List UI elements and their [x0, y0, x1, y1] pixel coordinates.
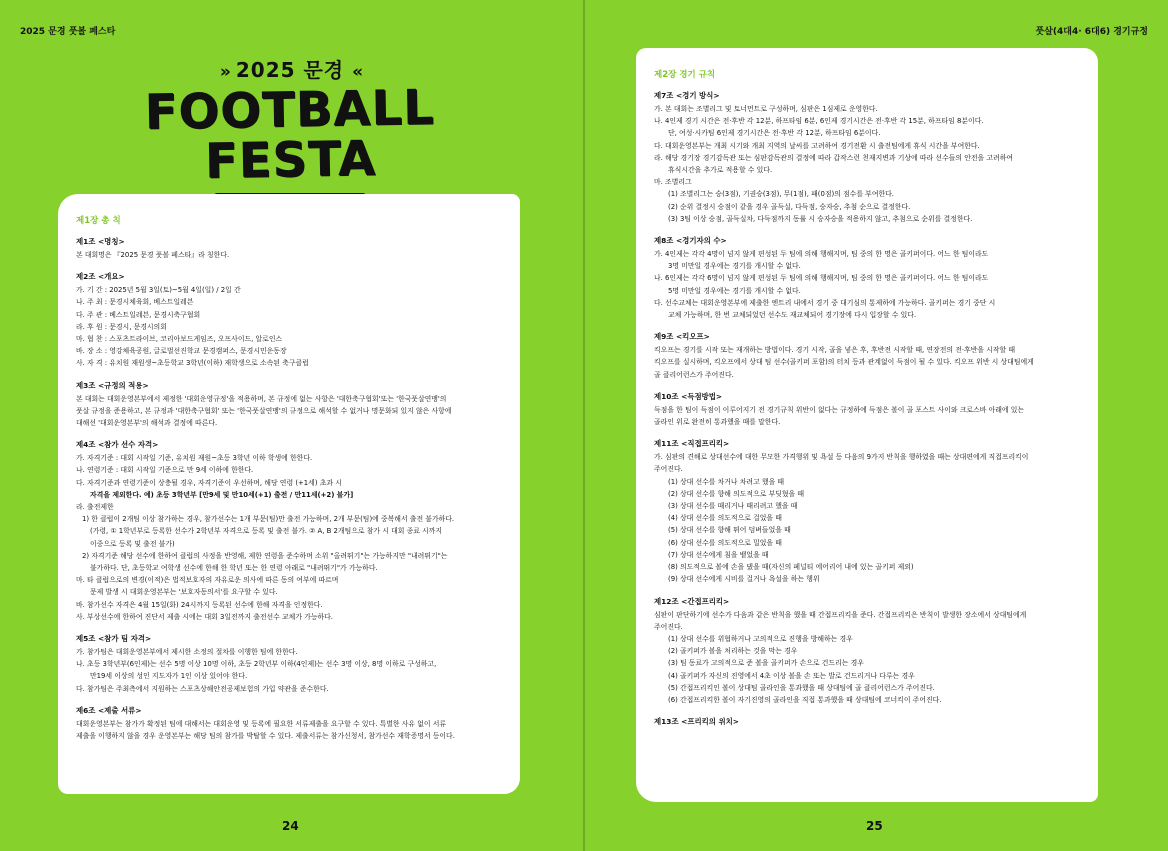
article-line: 바. 참가선수 자격은 4월 15일(화) 24시까지 등록된 선수에 한해 자격을 인정한다. — [76, 600, 323, 609]
article-line: (3) 팀 동료가 고의적으로 준 볼을 골키퍼가 손으로 건드리는 경우 — [668, 659, 864, 668]
article-line: 교체 가능하며, 한 번 교체되었던 선수도 재교체되어 경기장에 다시 입장할 수 있다. — [668, 311, 917, 320]
article-line: (9) 상대 선수에게 시비를 걸거나 욕설을 하는 행위 — [668, 575, 820, 584]
article-line: 나. 주 최 : 문경시체육회, 베스트일레븐 — [76, 298, 194, 307]
article-line: 가. 4인제는 각각 4명이 넘지 않게 편성된 두 팀에 의해 행해지며, 팀 중의 한 명은 골키퍼이다. 어느 한 팀이라도 — [654, 250, 989, 259]
article-title: 제9조 <킥오프> — [654, 332, 710, 342]
article-title: 제10조 <득점방법> — [654, 391, 723, 401]
article-line: 라. 출전제한 — [76, 503, 114, 512]
article-line: 본 대회명은 『2025 문경 풋볼 페스타』라 칭한다. — [76, 251, 230, 259]
article-line: 본 대회는 대회운영본부에서 제정한 '대회운영규정'을 적용하며, 본 규정에 없는 사항은 '대한축구협회'또는 '한국풋살연맹'의 — [76, 394, 447, 403]
article-line: 만19세 이상의 성인 지도자가 1인 이상 있어야 한다. — [90, 672, 248, 681]
chapter-heading: 제1장 총 칙 — [76, 216, 121, 226]
article-line: 주어진다. — [654, 622, 683, 631]
article-line: 사. 자 격 : 유치원 재원생~초등학교 3학년(이하) 재학생으로 소속된 축구클럽 — [76, 359, 309, 368]
article-line: 문제 발생 시 대회운영본부는 '보호자동의서'를 요구할 수 있다. — [90, 588, 278, 597]
article-title: 제2조 <개요> — [76, 272, 125, 282]
article-title: 제5조 <참가 팀 자격> — [76, 634, 152, 644]
logo-year-line — [100, 54, 480, 83]
article-title: 제8조 <경기자의 수> — [654, 236, 727, 246]
article-line: 라. 후 원 : 문경시, 문경시의회 — [76, 322, 167, 331]
article — [76, 380, 506, 430]
article-line: 골 클리어런스가 주어진다. — [654, 370, 734, 379]
article-line: 가. 본 대회는 조별리그 및 토너먼트로 구성하며, 심판은 1심제로 운영한다. — [654, 105, 878, 113]
article — [654, 235, 1084, 321]
article-line: 가. 참가팀은 대회운영본부에서 제시한 소정의 절차를 이행한 팀에 한한다. — [76, 648, 298, 657]
article-line: (1) 조별리그는 승(3점), 기권승(3점), 무(1점), 패(0점)의 점수를 부여한다. — [668, 190, 894, 199]
article-line: (2) 상대 선수를 향해 의도적으로 부딪혔을 때 — [668, 489, 805, 498]
article-line: (4) 상대 선수를 의도적으로 걸었을 때 — [668, 514, 782, 523]
article — [654, 716, 1084, 727]
article-title: 제12조 <간접프리킥> — [654, 596, 730, 606]
logo-chevron-right: « — [352, 62, 361, 82]
article-line: (6) 상대 선수를 의도적으로 밀었을 때 — [668, 538, 782, 547]
left-page-panel — [58, 194, 520, 794]
logo-chevron-left: » — [219, 62, 228, 82]
article-line: (3) 상대 선수를 때리거나 때리려고 했을 때 — [668, 502, 798, 511]
running-head-right: 풋살(4대4· 6대6) 경기규정 — [1035, 27, 1148, 37]
article-title: 제11조 <직접프리킥> — [654, 439, 730, 449]
article-line: 다. 자격기준과 연령기준이 상충될 경우, 자격기준이 우선하며, 해당 연령 (+1세) 초과 시 — [76, 478, 342, 487]
article-line: 가. 자격기준 : 대회 시작일 기준, 유치원 재원~초등 3학년 이하 학생에 한한다. — [76, 454, 313, 463]
article-line: 나. 초등 3학년부(6인제)는 선수 5명 이상 10명 이하, 초등 2학년부 이하(4인제)는 선수 3명 이상, 8명 이하로 구성하고, — [76, 660, 437, 669]
article — [76, 236, 506, 261]
article-line: 심판이 판단하기에 선수가 다음과 같은 반칙을 했을 때 간접프리킥을 준다. 간접프리킥은 반칙이 발생한 장소에서 상대팀에게 — [654, 610, 1027, 619]
article-line: (2) 순위 결정시 승점이 같을 경우 골득실, 다득점, 승자승, 추첨 순으로 결정한다. — [668, 202, 911, 211]
article-line: 불가하다. 단, 초등학교 여학생 선수에 한해 한 학년 또는 한 연령 아래로 "내려뛰기"가 가능하다. — [90, 564, 378, 573]
article-line: 마. 협 찬 : 스포츠트라이브, 코리아보드게임즈, 오프사이드, 알로인스 — [76, 335, 283, 344]
page-gutter — [583, 0, 585, 851]
article-line: 마. 타 클럽으로의 변경(이적)은 법적보호자의 자유로운 의사에 따른 동의 여부에 따르며 — [76, 576, 339, 585]
article-line: 이중으로 등록 및 출전 불가) — [90, 539, 175, 548]
article-line: 3명 미만일 경우에는 경기를 개시할 수 없다. — [668, 262, 801, 271]
article-line: 마. 조별리그 — [654, 178, 692, 187]
article-line: 라. 해당 경기장 경기감독관 또는 심판감독관의 결정에 따라 갑작스런 천재지변과 기상에 따라 선수들의 안전을 고려하여 — [654, 153, 1014, 162]
article-line: (2) 골키퍼가 볼을 처리하는 것을 막는 경우 — [668, 647, 798, 656]
article-line: 사. 부상선수에 한하여 진단서 제출 시에는 대회 3일전까지 출전선수 교체가 가능하다. — [76, 612, 333, 621]
article — [654, 391, 1084, 428]
article-line: 나. 6인제는 각각 6명이 넘지 않게 편성된 두 팀에 의해 행해지며, 팀 중의 한 명은 골키퍼이다. 어느 한 팀이라도 — [654, 274, 989, 283]
article — [654, 90, 1084, 225]
article-line: (7) 상대 선수에게 침을 뱉었을 때 — [668, 550, 769, 559]
page-number-right: 25 — [866, 819, 883, 833]
right-page-panel — [636, 48, 1098, 802]
article-line: 휴식시간을 추가로 적용할 수 있다. — [668, 166, 773, 175]
article — [654, 438, 1084, 585]
page-number-left: 24 — [282, 819, 299, 833]
left-page-content — [76, 214, 506, 784]
article-line: 득점을 한 팀이 득점이 이루어지기 전 경기규칙 위반이 없다는 규정하에 득점은 볼이 골 포스트 사이와 크로스바 아래에 있는 — [654, 405, 1025, 414]
article-line: 킥오프는 경기를 시작 또는 재개하는 방법이다. 경기 시작, 골을 넣은 후, 후반전 시작할 때, 연장전의 전·후반을 시작할 때 — [654, 346, 1016, 355]
article-line: 단, 여성·시카팀 6인제 경기시간은 전·후반 각 12분, 하프타임 6분이다. — [668, 129, 881, 138]
running-head-left: 2025 문경 풋볼 페스타 — [20, 27, 116, 37]
logo-year: 2025 문경 — [235, 58, 345, 82]
article-title: 제13조 <프리킥의 위치> — [654, 717, 739, 727]
article-line: 다. 참가팀은 주최측에서 지원하는 스포츠상해안전공제보험의 가입 약관을 준수한다. — [76, 684, 329, 693]
article-line: (가령, ① 1학년부로 등록한 선수가 2학년부 자격으로 등록 및 출전 불가. ② A, B 2개팀으로 참가 시 대회 종료 시까지 — [90, 527, 443, 536]
article-title: 제6조 <제출 서류> — [76, 705, 142, 715]
right-page-content — [654, 68, 1084, 792]
article-line: (5) 간접프리킥인 볼이 상대팀 골라인을 통과했을 때 상대팀에 골 클리어런스가 주어진다. — [668, 683, 935, 692]
article-line: (6) 간접프리킥한 볼이 자기진영의 골라인을 직접 통과했을 때 상대팀에 코너킥이 주어진다. — [668, 695, 942, 704]
article-line: (8) 의도적으로 볼에 손을 댔을 때(자신의 페널티 에어리어 내에 있는 골키퍼 제외) — [668, 563, 914, 572]
article-line: 나. 4인제 경기 시간은 전·후반 각 12분, 하프타임 6분, 6인제 경기시간은 전·후반 각 15분, 하프타임 8분이다. — [654, 117, 984, 126]
article-line: 5명 미만일 경우에는 경기를 개시할 수 없다. — [668, 286, 801, 295]
article-title: 제4조 <참가 선수 자격> — [76, 440, 159, 450]
article-line: 대해선 '대회운영본부'의 해석과 결정에 따른다. — [76, 419, 218, 428]
article-line: (1) 상대 선수를 위협하거나 고의적으로 진행을 방해하는 경우 — [668, 634, 853, 643]
article-line: 다. 대회운영본부는 개최 시기와 개최 지역의 날씨를 고려하여 경기전환 시 출전팀에게 휴식 시간을 부여한다. — [654, 141, 980, 150]
logo-title: FOOTBALL FESTA — [144, 79, 436, 190]
article-line: 바. 장 소 : 영강체육공원, 글로벌선진학교 문경캠퍼스, 문경시민운동장 — [76, 347, 287, 356]
article — [654, 596, 1084, 707]
chapter-heading: 제2장 경기 규칙 — [654, 70, 716, 80]
article-title: 제7조 <경기 방식> — [654, 91, 720, 100]
article-line: 주어진다. — [654, 465, 683, 474]
article-line: 킥오프를 실시하며, 킥오프에서 상대 팀 선수(골키퍼 포함)의 터치 등과 관계없이 득점이 될 수 있다. 킥오프 위반 시 상대팀에게 — [654, 358, 1034, 367]
article — [76, 633, 506, 695]
article-line: 골라인 위로 완전히 통과했을 때를 말한다. — [654, 418, 781, 427]
article-line: (5) 상대 선수를 향해 뛰어 덤벼들었을 때 — [668, 526, 791, 535]
article-line: 제출을 이행하지 않을 경우 운영본부는 해당 팀의 참가를 박탈할 수 있다. 제출서류는 참가신청서, 참가선수 재학증명서 등이다. — [76, 732, 455, 741]
article-line: 가. 심판의 견해로 상대선수에 대한 무모한 가격행위 및 욕설 등 다음의 9가지 반칙을 행하였을 때는 상대편에게 직접프리킥이 — [654, 453, 1029, 462]
article — [654, 331, 1084, 381]
article-line: 가. 기 간 : 2025년 5월 3일(토)~5월 4일(일) / 2일 간 — [76, 286, 241, 295]
article — [76, 439, 506, 623]
article-line: 대회운영본부는 참가가 확정된 팀에 대해서는 대회운영 및 등록에 필요한 서류제출을 요구할 수 있다. 특별한 사유 없이 서류 — [76, 719, 447, 728]
article-line: (4) 골키퍼가 자신의 진영에서 4초 이상 볼을 손 또는 발로 건드리거나 다루는 경우 — [668, 671, 915, 680]
article-line: 2) 자격기준 해당 선수에 한하여 클럽의 사정을 반영해, 제한 연령을 준수하며 소위 "올려뛰기"는 가능하지만 "내려뛰기"는 — [82, 551, 448, 560]
article-title: 제3조 <규정의 적용> — [76, 380, 149, 390]
article-line: 다. 주 관 : 베스트일레븐, 문경시축구협회 — [76, 310, 201, 319]
article-line: 자격을 제외한다. 예) 초등 3학년부 [만9세 및 만10세(+1) 출전 / 만11세(+2) 불가] — [90, 490, 354, 499]
article-line: (3) 3팀 이상 승점, 골득실차, 다득점까지 동률 시 승자승을 적용하지 않고, 추첨으로 순위를 결정한다. — [668, 214, 973, 223]
article-line: 나. 연령기준 : 대회 시작일 기준으로 만 9세 이하에 한한다. — [76, 466, 254, 475]
article-line: (1) 상대 선수를 차거나 차려고 했을 때 — [668, 477, 785, 486]
article — [76, 705, 506, 742]
article — [76, 271, 506, 369]
article-line: 다. 선수교체는 대회운영본부에 제출한 엔트리 내에서 경기 중 대기심의 통제하에 가능하다. 골키퍼는 경기 중단 시 — [654, 298, 996, 307]
article-line: 풋살 규정을 준용하고, 본 규정과 '대한축구협회' 또는 '한국풋살연맹'의 규정으로 해석할 수 없거나 명문화되 있지 않은 사항에 — [76, 406, 452, 415]
article-title: 제1조 <명칭> — [76, 237, 125, 246]
event-logo — [100, 54, 480, 216]
article-line: 1) 한 클럽이 2개팀 이상 참가하는 경우, 참가선수는 1개 부문(팀)만 출전 가능하며, 2개 부문(팀)에 중복해서 출전 불가하다. — [82, 515, 455, 524]
